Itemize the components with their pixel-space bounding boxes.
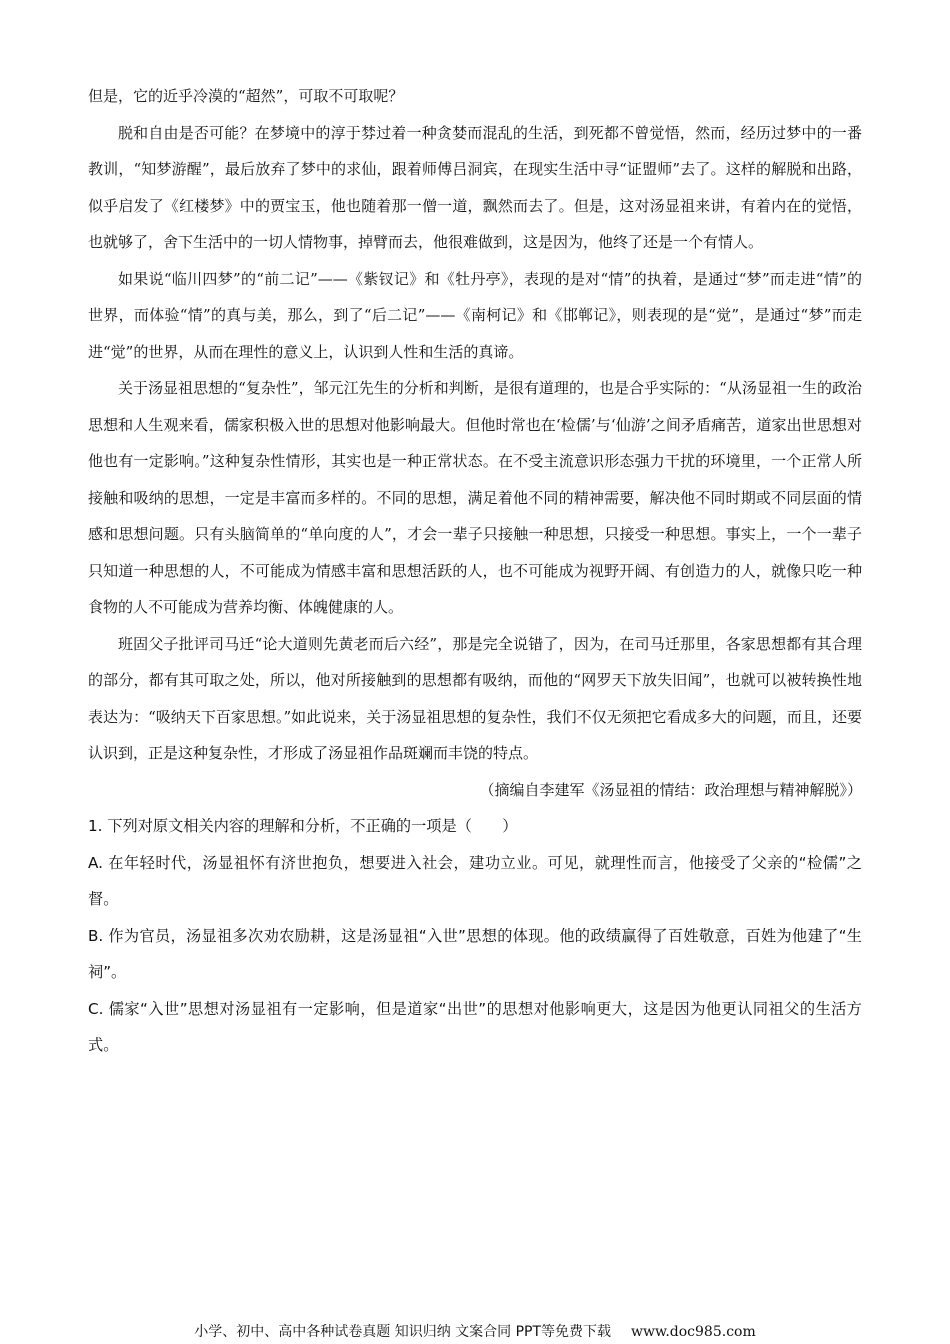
document-page [88,78,862,1064]
page-footer [0,1321,950,1341]
footer-url[interactable]: www.doc985.com [631,1324,756,1340]
passage-paragraph-4: 班固父子批评司马迁“论大道则先黄老而后六经”，那是完全说错了，因为，在司马迁那里，各家思想都有其合理的部分，都有其可取之处，所以，他对所接触到的思想都有吸纳，而他的“网罗天下放失旧闻”，也就可以被转换性地表达为：“吸纳天下百家思想。”如此说来，关于汤显祖思想的复杂性，我们不仅无须把它看成多大的问题，而且，还要认识到，正是这种复杂性，才形成了汤显祖作品斑斓而丰饶的特点。 [88,634,862,762]
passage-paragraph-1: 脱和自由是否可能？在梦境中的淳于棼过着一种贪婪而混乱的生活，到死都不曾觉悟，然而，经历过梦中的一番教训，“知梦游醒”，最后放弃了梦中的求仙，跟着师傅吕洞宾，在现实生活中寻“证盟师”去了。这样的解脱和出路，似乎启发了《红楼梦》中的贾宝玉，他也随着那一僧一道，飘然而去了。但是，这对汤显祖来讲，有着内在的觉悟，也就够了，舍下生活中的一切人情物事，掉臂而去，他很难做到，这是因为，他终了还是一个有情人。 [88,123,862,251]
option-a: A. 在年轻时代，汤显祖怀有济世抱负，想要进入社会，建功立业。可见，就理性而言，他接受了父亲的“检儒”之督。 [88,853,862,908]
option-b: B. 作为官员，汤显祖多次劝农励耕，这是汤显祖“入世”思想的体现。他的政绩赢得了百姓敬意，百姓为他建了“生祠”。 [88,926,862,981]
passage-paragraph-0: 但是，它的近乎冷漠的“超然”，可取不可取呢？ [88,87,404,105]
option-c: C. 儒家“入世”思想对汤显祖有一定影响，但是道家“出世”的思想对他影响更大，这是因为他更认同祖父的生活方式。 [88,999,862,1054]
passage-paragraph-3: 关于汤显祖思想的“复杂性”，邹元江先生的分析和判断，是很有道理的，也是合乎实际的：“从汤显祖一生的政治思想和人生观来看，儒家积极入世的思想对他影响最大。但他时常也在‘检儒’与‘仙游’之间矛盾痛苦，道家出世思想对他也有一定影响。”这种复杂性情形，其实也是一种正常状态。在不受主流意识形态强力干扰的环境里，一个正常人所接触和吸纳的思想，一定是丰富而多样的。不同的思想，满足着他不同的精神需要，解决他不同时期或不同层面的情感和思想问题。只有头脑简单的“单向度的人”，才会一辈子只接触一种思想，只接受一种思想。事实上，一个一辈子只知道一种思想的人，不可能成为情感丰富和思想活跃的人，也不可能成为视野开阔、有创造力的人，就像只吃一种食物的人不可能成为营养均衡、体魄健康的人。 [88,379,862,616]
question-stem: 1. 下列对原文相关内容的理解和分析，不正确的一项是（ ） [88,817,518,835]
passage-paragraph-2: 如果说“临川四梦”的“前二记”——《紫钗记》和《牡丹亭》，表现的是对“情”的执着，是通过“梦”而走进“情”的世界，而体验“情”的真与美，那么，到了“后二记”——《南柯记》和《邯郸记》，则表现的是“觉”，是通过“梦”而走进“觉”的世界，从而在理性的意义上，认识到人性和生活的真谛。 [88,269,862,361]
passage-source: （摘编自李建军《汤显祖的情结：政治理想与精神解脱》） [479,780,862,799]
footer-text: 小学、初中、高中各种试卷真题 知识归纳 文案合同 PPT等免费下载 [194,1324,612,1340]
